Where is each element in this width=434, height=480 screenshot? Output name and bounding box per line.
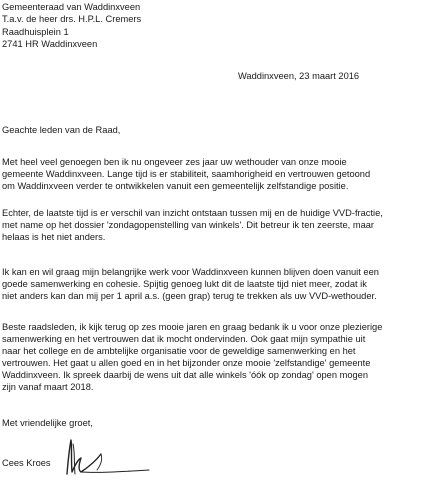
paragraph-line: zijn vanaf maart 2018. [2, 382, 94, 393]
paragraph-line: Met heel veel genoegen ben ik nu ongeveer zes jaar uw wethouder van onze mooie [2, 157, 347, 167]
body-paragraph-3 [2, 266, 432, 302]
paragraph-line: Echter, de laatste tijd is er verschil van inzicht ontstaan tussen mij en de huidige VVD-fractie, [2, 208, 383, 218]
paragraph-line: Beste raadsleden, ik kijk terug op zes mooie jaren en graag bedank ik u voor onze plezierige [2, 322, 383, 332]
paragraph-line: goede samenwerking en cohesie. Spijtig genoeg lukt dit de laatste tijd niet meer, zodat ik [2, 279, 367, 290]
recipient-address-block [2, 1, 302, 51]
paragraph-line: om Waddinxveen verder te ontwikkelen vanuit een gemeentelijk zelfstandige positie. [2, 181, 349, 192]
paragraph-line: vertrouwen. Het gaat u allen goed en in het bijzonder onze mooie 'zelfstandige' gemeente [2, 358, 371, 369]
paragraph-line: Ik kan en wil graag mijn belangrijke werk voor Waddinxveen kunnen blijven doen vanuit een [2, 267, 379, 277]
paragraph-line: Waddinxveen. Ik spreek daarbij de wens uit dat alle winkels 'óók op zondag' open mogen [2, 370, 369, 381]
paragraph-line: niet anders kan dan mij per 1 april a.s. (geen grap) terug te trekken als uw VVD-wethouder. [2, 291, 377, 302]
signer-name: Cees Kroes [2, 458, 51, 468]
address-line: Raadhuisplein 1 [2, 26, 69, 37]
address-line: T.a.v. de heer drs. H.P.L. Cremers [2, 14, 142, 25]
paragraph-line: gemeente Waddinxveen. Lange tijd is er stabiliteit, saamhorigheid en vertrouwen getoond [2, 169, 371, 180]
body-paragraph-1 [2, 156, 432, 192]
handwritten-signature [57, 432, 157, 480]
paragraph-line: met name op het dossier 'zondagopenstelling van winkels'. Dit betreur ik ten zeerste, maar [2, 220, 375, 231]
place-date-line: Waddinxveen, 23 maart 2016 [238, 71, 360, 81]
paragraph-line: helaas is het niet anders. [2, 232, 106, 243]
closing-phrase: Met vriendelijke groet, [2, 418, 93, 428]
body-paragraph-4 [2, 321, 432, 394]
paragraph-line: naar het college en de ambtelijke organisatie voor de geweldige samenwerking en het [2, 346, 356, 357]
body-paragraph-2 [2, 207, 432, 243]
paragraph-line: samenwerking en het vertrouwen dat ik mocht ondervinden. Ook gaat mijn sympathie uit [2, 334, 366, 345]
address-line: Gemeenteraad van Waddinxveen [2, 2, 141, 12]
address-line: 2741 HR Waddinxveen [2, 39, 98, 50]
salutation: Geachte leden van de Raad, [2, 125, 121, 135]
